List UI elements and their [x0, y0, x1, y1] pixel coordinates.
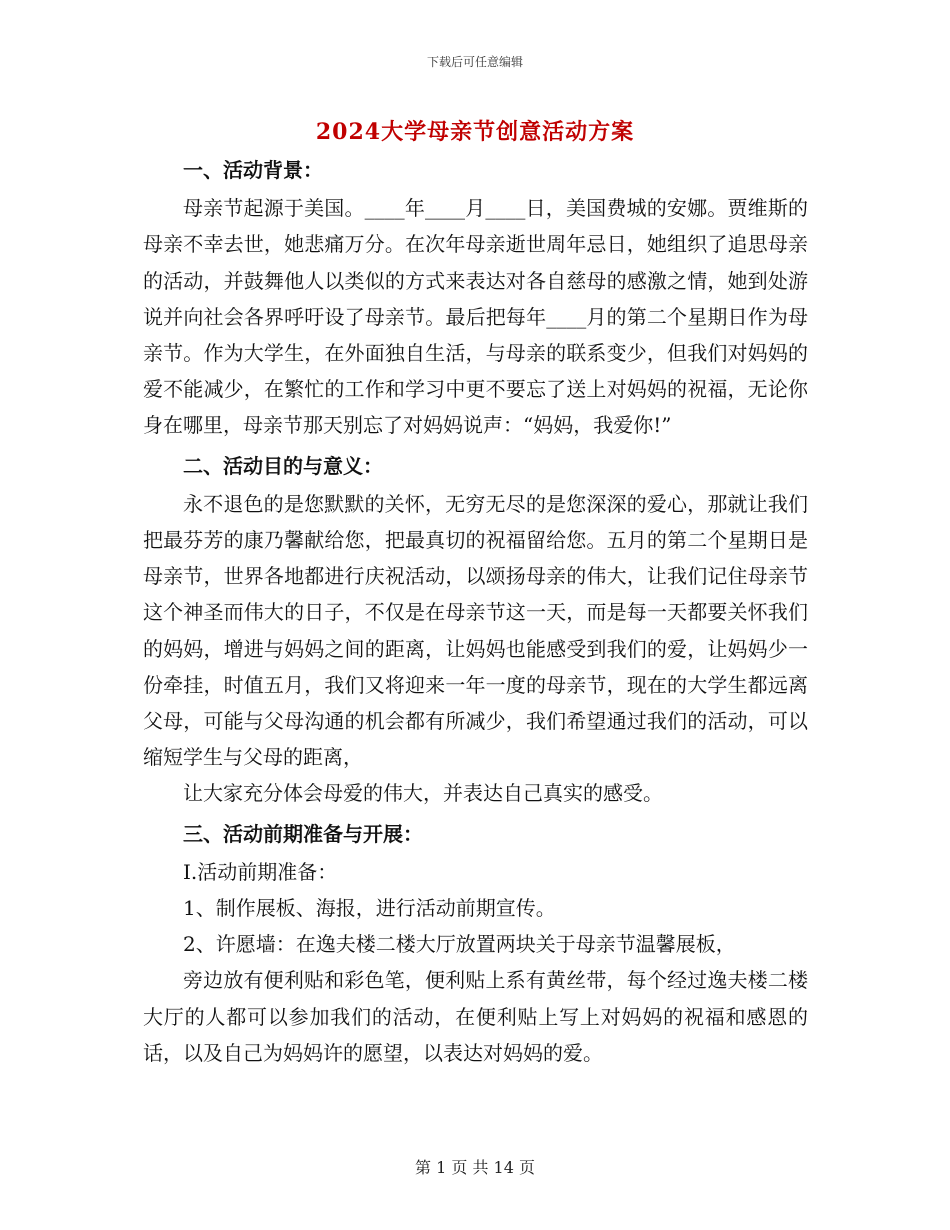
background-paragraph: 母亲节起源于美国。____年____月____日，美国费城的安娜。贾维斯的母亲不幸去世，她悲痛万分。在次年母亲逝世周年忌日，她组织了追思母亲的活动，并鼓舞他人以类似的方式来表达对各自慈母的感激之情，她到处游说并向社会各界呼吁设了母亲节。最后把每年____月的第二个星期日作为母亲节。作为大学生，在外面独自生活，与母亲的联系变少，但我们对妈妈的爱不能减少，在繁忙的工作和学习中更不要忘了送上对妈妈的祝福，无论你身在哪里，母亲节那天别忘了对妈妈说声：“妈妈，我爱你!” [143, 196, 808, 438]
section-heading-background: 一、活动背景： [183, 158, 323, 182]
section-heading-purpose: 二、活动目的与意义： [183, 453, 383, 478]
preparation-item-2: 2、许愿墙：在逸夫楼二楼大厅放置两块关于母亲节温馨展板， [183, 932, 736, 957]
preparation-subheading: I.活动前期准备： [183, 859, 338, 884]
preparation-item-1: 1、制作展板、海报，进行活动前期宣传。 [183, 896, 556, 921]
page-number: 第 1 页 共 14 页 [415, 1158, 535, 1177]
purpose-paragraph-continued: 让大家充分体会母爱的伟大，并表达自己真实的感受。 [183, 781, 663, 806]
document-title: 2024大学母亲节创意活动方案 [315, 119, 635, 145]
document-body [143, 148, 808, 1071]
section-heading-preparation: 三、活动前期准备与开展： [183, 821, 423, 846]
purpose-paragraph: 永不退色的是您默默的关怀，无穷无尽的是您深深的爱心，那就让我们把最芬芳的康乃馨献给您，把最真切的祝福留给您。五月的第二个星期日是母亲节，世界各地都进行庆祝活动，以颂扬母亲的伟大，让我们记住母亲节这个神圣而伟大的日子，不仅是在母亲节这一天，而是每一天都要关怀我们的妈妈，增进与妈妈之间的距离，让妈妈也能感受到我们的爱，让妈妈少一份牵挂，时值五月，我们又将迎来一年一度的母亲节，现在的大学生都远离父母，可能与父母沟通的机会都有所减少，我们希望通过我们的活动，可以缩短学生与父母的距离， [143, 491, 808, 770]
page-header-note: 下载后可任意编辑 [426, 55, 523, 69]
preparation-item-2-detail: 旁边放有便利贴和彩色笔，便利贴上系有黄丝带，每个经过逸夫楼二楼大厅的人都可以参加我们的活动，在便利贴上写上对妈妈的祝福和感恩的话，以及自己为妈妈许的愿望，以表达对妈妈的爱。 [143, 968, 808, 1065]
